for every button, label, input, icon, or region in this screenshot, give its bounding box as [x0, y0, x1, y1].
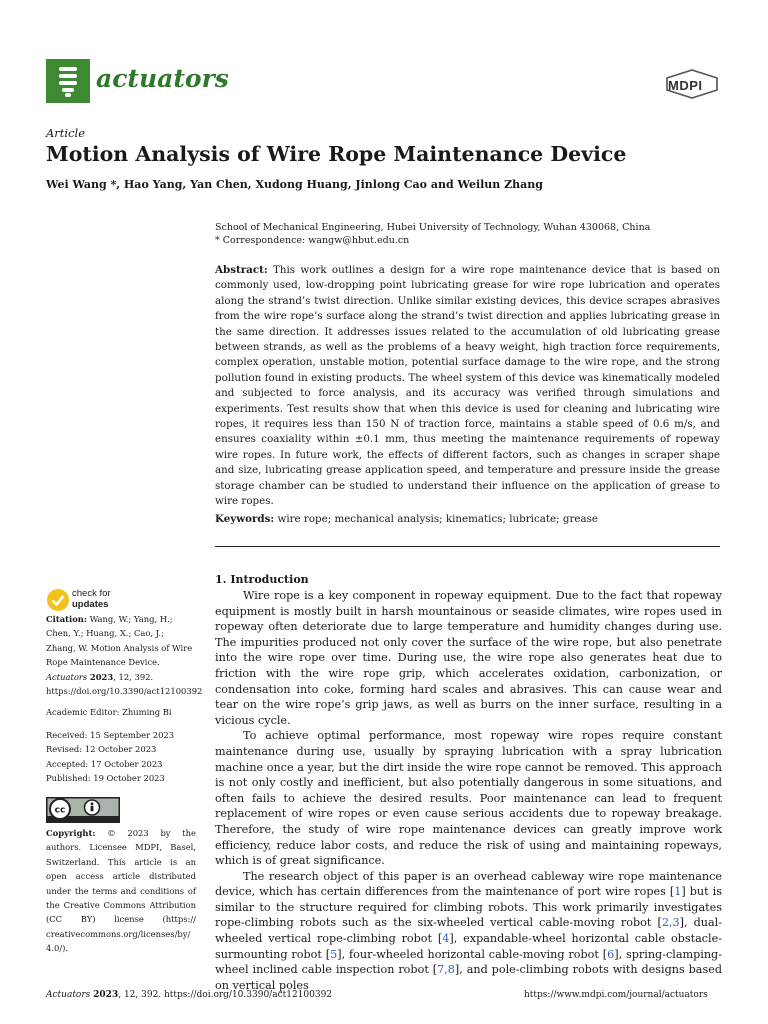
p3-text-a: The research object of this paper is an overhead cableway wire rope maintenance device, which has certain differences from the maintenance of port wire ropes [	[215, 869, 722, 899]
footer-journal-url[interactable]: https://www.mdpi.com/journal/actuators	[524, 990, 708, 1000]
abstract-label: Abstract:	[215, 264, 268, 276]
citation-year: 2023	[89, 671, 114, 682]
citation-link[interactable]: 7,8	[437, 963, 455, 977]
p3-text-c: ], dual-wheeled vertical rope-climbing robot [	[215, 916, 722, 946]
cc-by-license-icon[interactable]	[46, 797, 120, 823]
citation-journal: Actuators	[46, 671, 88, 682]
author-list: Wei Wang *, Hao Yang, Yan Chen, Xudong Huang, Jinlong Cao and Weilun Zhang	[46, 178, 543, 191]
received-date: Received: 15 September 2023	[46, 730, 175, 740]
academic-editor: Academic Editor: Zhuming Bi	[46, 707, 172, 717]
citation-link[interactable]: 4	[442, 932, 450, 946]
p3-text-e: ], four-wheeled horizontal cable-moving robot [	[337, 947, 608, 961]
citation-link[interactable]: 6	[607, 947, 615, 961]
check-for-updates-icon[interactable]	[46, 588, 70, 612]
copyright-text: © 2023 by the authors. Licensee MDPI, Basel, Switzerland. This article is an open access article distributed under the terms and conditions of the Creative Commons Attribution (CC BY) license (https:// creativecommons.org/licenses/by/ 4.0/).	[46, 828, 197, 954]
correspondence: * Correspondence: wangw@hbut.edu.cn	[215, 235, 410, 246]
footer-journal: Actuators	[46, 990, 91, 1000]
citation-block	[46, 612, 203, 698]
citation-link[interactable]: 5	[330, 947, 338, 961]
article-type: Article	[46, 126, 86, 140]
p3-text-b: ] but is similar to the structure required for climbing robots. This work primarily investigates rope-climbing robots such as the six-wheeled vertical cable-moving robot [	[215, 885, 722, 930]
citation-label: Citation:	[46, 614, 87, 624]
journal-logo-icon	[46, 59, 90, 103]
publisher-logo-text: MDPI	[668, 78, 703, 93]
check-updates-line2: updates	[72, 599, 109, 610]
section-divider	[215, 546, 720, 547]
footer-citation	[46, 990, 332, 1000]
journal-name: actuators	[96, 64, 229, 93]
affiliation: School of Mechanical Engineering, Hubei University of Technology, Wuhan 430068, China	[215, 222, 651, 233]
p3-text-d: ], expandable-wheel horizontal cable obstacle-surmounting robot [	[215, 932, 722, 961]
paragraph-3	[215, 869, 722, 994]
dates-block	[46, 728, 196, 786]
keywords-label: Keywords:	[215, 513, 275, 525]
section-heading: 1. Introduction	[215, 573, 309, 586]
copyright-block	[46, 826, 196, 956]
citation-rest[interactable]: , 12, 392. https://doi.org/10.3390/act12100392	[46, 671, 203, 697]
footer-doi[interactable]: , 12, 392. https://doi.org/10.3390/act12100392	[118, 990, 333, 1000]
affiliation-block	[215, 221, 650, 247]
article-title: Motion Analysis of Wire Rope Maintenance Device	[46, 142, 627, 166]
footer-year: 2023	[93, 990, 119, 1000]
paragraph-1: Wire rope is a key component in ropeway equipment. Due to the fact that ropeway equipment is mostly built in harsh mountainous or seaside climates, wire ropes used in ropeway often deteriorate due to large temperature and humidity changes during use. The impurities produced not only cover the surface of the wire rope, but also penetrate into the wire rope over time. During use, the wire rope also generates heat due to friction with the wire rope grip, which accelerates oxidation, carbonization, or condensation into coke, forming hard scales and abrasives. This can cause wear and tear on the wire rope’s grip jaws, as well as burrs on the inner surface, resulting in a vicious cycle.	[215, 589, 722, 727]
keywords-text: wire rope; mechanical analysis; kinematics; lubricate; grease	[277, 513, 598, 525]
body-text	[215, 588, 722, 993]
paragraph-2: To achieve optimal performance, most ropeway wire ropes require constant maintenance during use, usually by spraying lubrication with a spray lubrication machine once a year, but the dirt inside the wire rope cannot be removed. This approach is not only costly and inefficient, but also potentially dangerous in some situations, and often fails to achieve the desired results. Poor maintenance can lead to frequent replacement of wire ropes or even cause serious accidents due to ropeway breakage. Therefore, the study of wire rope maintenance devices can greatly improve work efficiency, reduce labor costs, and reduce the risk of using and maintaining ropeways, which is of great significance.	[215, 729, 722, 868]
citation-link[interactable]: 1	[674, 885, 682, 899]
keywords	[215, 513, 598, 525]
citation-text: Wang, W.; Yang, H.; Chen, Y.; Huang, X.; Cao, J.; Zhang, W. Motion Analysis of Wire Rope Maintenance Device.	[46, 614, 193, 668]
published-date: Published: 19 October 2023	[46, 773, 165, 784]
copyright-label: Copyright:	[46, 828, 96, 838]
svg-text:cc: cc	[54, 805, 66, 816]
accepted-date: Accepted: 17 October 2023	[46, 758, 163, 769]
abstract-text: This work outlines a design for a wire rope maintenance device that is based on commonly used, low-dropping point lubricating grease for wire rope lubrication and operates along the strand’s twist direction. Unlike similar existing devices, this device scrapes abrasives from the wire rope’s surface along the strand’s twist direction and applies lubricating grease in the same direction. It addresses issues related to the accumulation of old lubricating grease between strands, as well as the problems of a heavy weight, high traction force requirements, complex operation, unstable motion, potential surface damage to the wire rope, and the strong pollution found in existing products. The wheel system of this device was kinematically modeled and subjected to force analysis, and its accuracy was verified through simulations and experiments. Test results show that when this device is used for cleaning and lubricating wire ropes, it requires less than 150 N of traction force, maintains a stable speed of 0.6 m/s, and ensures coaxiality within ±0.1 mm, thus meeting the maintenance requirements of ropeway wire ropes. In future work, the effects of different factors, such as changes in scraper shape and size, lubricating grease application speed, and temperature and pressure inside the grease storage chamber can be studied to understand their influence on the application of grease to wire ropes.	[215, 264, 720, 508]
abstract	[215, 263, 720, 510]
revised-date: Revised: 12 October 2023	[46, 744, 157, 755]
check-for-updates-button[interactable]	[72, 588, 111, 610]
check-updates-line1: check for	[72, 588, 111, 599]
p3-text-g: ], and pole-climbing robots with designs based on vertical poles	[215, 963, 722, 992]
p3-text-f: ], spring-clamping-wheel inclined cable inspection robot [	[215, 947, 723, 977]
citation-link[interactable]: 2,3	[661, 916, 680, 930]
